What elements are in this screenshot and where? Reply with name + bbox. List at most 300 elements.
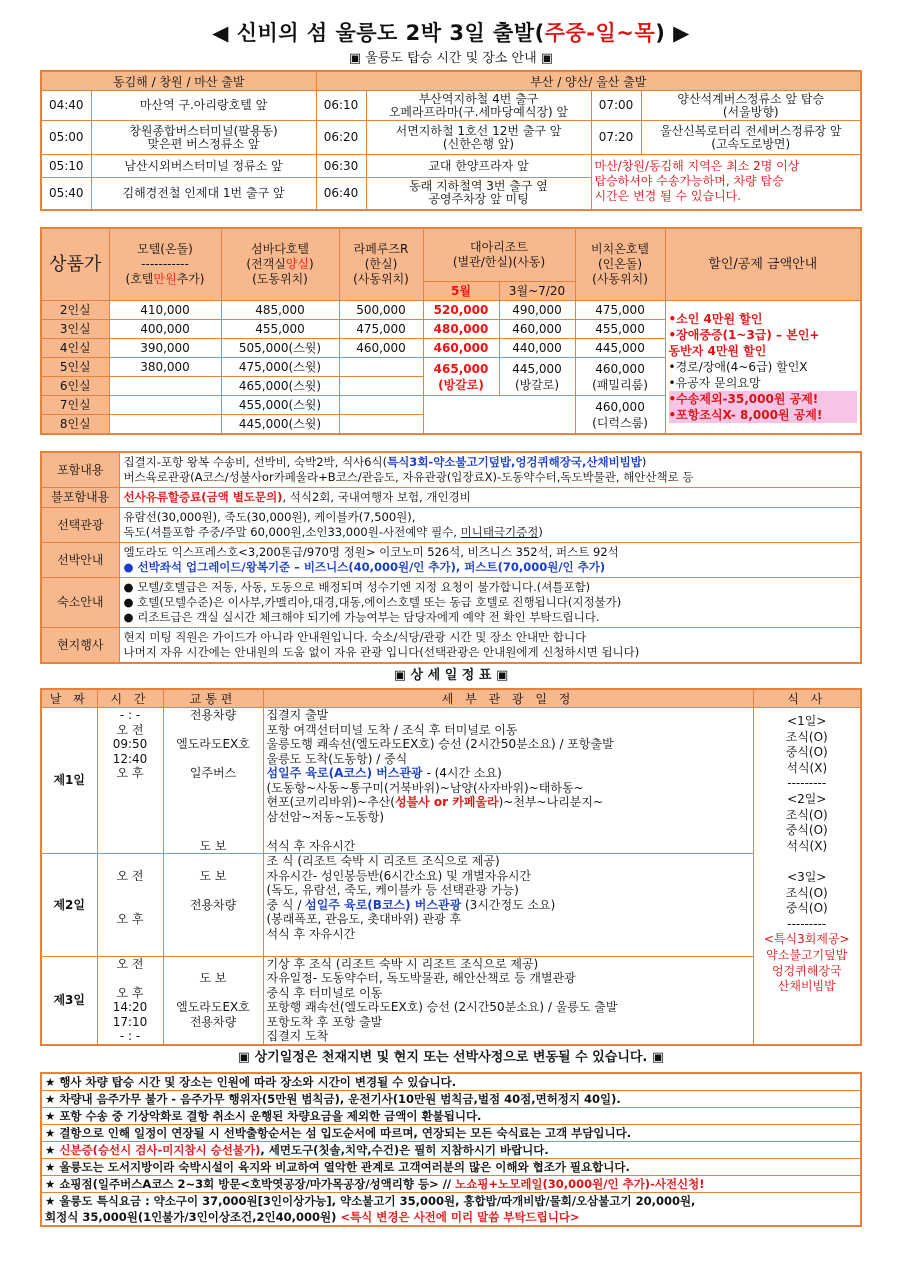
note-row	[41, 1175, 861, 1192]
transport-line	[167, 854, 260, 869]
seaside-price: 505,000(스윗)	[221, 339, 339, 358]
time-line	[101, 854, 160, 869]
text-segment: 울릉도 도착(도동항) / 중식	[266, 751, 408, 766]
transport-line	[167, 927, 260, 942]
meal-line: 중식(O)	[785, 745, 828, 760]
room-type: 7인실	[41, 396, 109, 415]
time-column	[97, 708, 163, 854]
note-text	[41, 1090, 861, 1107]
text-segment: 현지 미팅 직원은 가이드가 아니라 안내원입니다. 숙소/식당/관광 시간 및 장소 안내만 합니다	[123, 630, 587, 644]
departure-time: 06:20	[316, 121, 366, 155]
room-type: 4인실	[41, 339, 109, 358]
info-content	[119, 452, 861, 488]
transport-column	[163, 708, 263, 854]
schedule-header: 식 사	[753, 689, 861, 708]
info-line	[124, 510, 857, 525]
bichion-price: 455,000	[575, 320, 665, 339]
note-row	[41, 1090, 861, 1107]
text-segment: 집결지 도착	[266, 1029, 329, 1043]
departure-place: 김해경전철 인제대 1번 출구 앞	[91, 178, 316, 210]
detail-line	[267, 898, 750, 913]
text-segment: )	[641, 455, 647, 469]
schedule-header: 날 짜	[41, 689, 97, 708]
schedule-day-row	[41, 956, 861, 1045]
detail-line	[267, 839, 750, 854]
transport-line	[167, 883, 260, 898]
notes-table	[40, 1072, 862, 1227]
time-line: 09:50	[112, 737, 148, 751]
meal-line: <2일>	[787, 791, 827, 806]
text-segment: (3시간정도 소요)	[461, 897, 556, 912]
time-line	[101, 927, 160, 942]
text-segment: 중 식 /	[266, 897, 306, 912]
detail-line	[267, 957, 750, 972]
info-line	[124, 580, 857, 595]
room-type: 6인실	[41, 377, 109, 396]
info-row	[41, 543, 861, 578]
detail-line	[267, 781, 750, 796]
laperuz-price	[339, 377, 423, 396]
detail-line	[267, 1015, 750, 1030]
text-segment: 현포(코끼리바위)~추산(	[266, 795, 395, 809]
discount-header: 할인/공제 금액안내	[665, 228, 861, 301]
departure-place: 동래 지하철역 3번 출구 옆 공영주차장 앞 미팅	[366, 178, 591, 210]
text-segment: ★ 결항으로 인해 일정이 연장될 시 선박출항순서는 섬 입도순서에 따르며, 연장되는 모든 숙식료는 고객 부담입니다.	[45, 1125, 632, 1140]
time-line: 오 전	[116, 956, 144, 971]
text-segment: 섬일주 육로(B코스) 버스관광	[305, 897, 462, 912]
price-row	[41, 301, 861, 320]
daea-range-price: 490,000	[499, 301, 575, 320]
text-segment: 노쇼핑+노모레일(30,000원/인 추가)-사전신청!	[455, 1176, 705, 1191]
meal-line: <3일>	[787, 869, 827, 884]
departure-time: 05:10	[41, 155, 91, 178]
text-segment: , 석식2회, 국내여행자 보험, 개인경비	[282, 490, 471, 504]
text-segment: 석식 후 자유시간	[266, 838, 356, 853]
info-line	[124, 455, 857, 470]
info-line	[124, 470, 857, 485]
text-segment: ★ 울릉도 특식요금 : 약소구이 37,000원[3인이상가능], 약소불고기 35,000원, 홍합밥/따개비밥/물회/오삼불고기 20,000원,	[45, 1193, 696, 1208]
discount-item: •수송제외-35,000원 공제!	[669, 391, 857, 407]
room-type: 2인실	[41, 301, 109, 320]
departure-row	[41, 121, 861, 155]
detail-line	[267, 752, 750, 767]
note-text	[41, 1073, 861, 1091]
discount-item: 동반자 4만원 할인	[668, 344, 767, 358]
transport-line: 전용차량	[189, 708, 237, 722]
departure-place: 창원종합버스터미널(팔용동) 맞은편 버스정류소 앞	[91, 121, 316, 155]
change-notice: ▣ 상기일정은 천재지변 및 현지 또는 선박사정으로 변동될 수 있습니다. ▣	[237, 1049, 665, 1065]
note-text	[41, 1192, 861, 1209]
text-segment: )~천부~나리분지~	[498, 795, 604, 809]
info-content	[119, 543, 861, 578]
text-segment: ★	[45, 1142, 60, 1157]
text-segment: ★ 차량내 음주가무 불가 - 음주가무 행위자(5만원 범칙금), 운전기사(10만원 범칙금,벌점 40점,면허정지 40일).	[45, 1091, 621, 1106]
laperuz-price	[339, 396, 423, 415]
daea-may-header: 5월	[423, 282, 499, 301]
time-line	[101, 941, 160, 956]
info-row	[41, 488, 861, 508]
note-row	[41, 1141, 861, 1158]
transport-line	[167, 957, 260, 972]
daea-may-price: 520,000	[423, 301, 499, 320]
time-line: 오 후	[116, 766, 144, 780]
schedule-day-row	[41, 708, 861, 854]
time-line	[101, 795, 160, 810]
text-segment: 석식 후 자유시간	[266, 926, 356, 941]
discount-item: •장애중증(1~3급) – 본인+	[668, 328, 820, 342]
text-segment: 포항행 쾌속선(엘도라도EX호) 승선 (2시간50분소요) / 울릉도 출발	[266, 1000, 618, 1014]
transport-line: 도 보	[199, 971, 227, 985]
departure-place: 부산역지하철 4번 출구 오페라프라마(구.세마당예식장) 앞	[366, 91, 591, 121]
meal-line: 조식(O)	[785, 729, 828, 744]
note-row	[41, 1158, 861, 1175]
transport-line: 도 보	[199, 868, 227, 883]
transport-line	[167, 1029, 260, 1044]
transport-column	[163, 956, 263, 1045]
empty-cell	[423, 396, 575, 435]
info-row	[41, 628, 861, 664]
text-segment: 집결지-포항 왕복 수송비, 선박비, 숙박2박, 식사6식(	[123, 455, 388, 469]
departure-place: 서면지하철 1호선 12번 출구 앞 (신한은행 앞)	[366, 121, 591, 155]
detail-line	[267, 766, 750, 781]
time-line	[101, 971, 160, 986]
info-label: 포함내용	[41, 452, 119, 488]
note-row	[41, 1107, 861, 1124]
day-label: 제1일	[41, 708, 97, 854]
time-line	[101, 883, 160, 898]
departure-time: 07:20	[591, 121, 641, 155]
departure-place: 남산시외버스터미널 정류소 앞	[91, 155, 316, 178]
price-table	[40, 227, 862, 436]
info-row	[41, 508, 861, 543]
transport-line: 도 보	[199, 838, 227, 853]
meal-line: 약소불고기덮밥	[766, 947, 848, 962]
seaside-header: 섬바다호텔 (전객실양실) (도동위치)	[221, 228, 339, 301]
text-segment: 섬일주 육로(A코스) 버스관광	[266, 766, 423, 780]
departure-time: 05:40	[41, 178, 91, 210]
page-title: ◀ 신비의 섬 울릉도 2박 3일 출발(주중-일~목) ▶	[212, 21, 690, 45]
text-segment: ★ 포항 수송 중 기상악화로 결항 취소시 운행된 차량요금을 제외한 금액이 환불됩니다.	[45, 1108, 482, 1123]
text-segment: 미니태극기증정	[460, 525, 539, 539]
detail-line	[267, 927, 750, 942]
transport-line	[167, 810, 260, 825]
seaside-price: 485,000	[221, 301, 339, 320]
time-column	[97, 854, 163, 957]
info-line	[124, 490, 857, 505]
detail-line	[267, 971, 750, 986]
detail-column	[263, 956, 753, 1045]
note-text	[41, 1124, 861, 1141]
room-type: 5인실	[41, 358, 109, 377]
departure-place: 양산석계버스정류소 앞 탑승 (서울방향)	[641, 91, 861, 121]
laperuz-header: 라페루즈R (한실) (사동위치)	[339, 228, 423, 301]
discount-item: •포항조식X- 8,000원 공제!	[669, 407, 857, 423]
time-line: 오 전	[116, 868, 144, 883]
detail-line	[267, 912, 750, 927]
motel-price	[109, 377, 221, 396]
info-content	[119, 508, 861, 543]
text-segment: )	[538, 525, 543, 539]
discount-item: •경로/장애(4~6급) 할인X	[668, 360, 808, 374]
text-segment: ● 선박좌석 업그레이드/왕복기준 – 비즈니스(40,000원/인 추가), 퍼스트(70,000원/인 추가)	[123, 560, 606, 574]
detail-line	[267, 854, 750, 869]
meal-column	[753, 708, 861, 1045]
motel-price: 410,000	[109, 301, 221, 320]
motel-price	[109, 396, 221, 415]
motel-price: 380,000	[109, 358, 221, 377]
transport-line	[167, 824, 260, 839]
info-line	[124, 595, 857, 610]
meal-line: 엉겅퀴해장국	[771, 963, 842, 978]
info-content	[119, 578, 861, 628]
note-text	[41, 1209, 861, 1226]
time-line: 14:20	[112, 1000, 148, 1014]
departure-table	[40, 70, 862, 211]
transport-line	[167, 795, 260, 810]
daea-range-price: 445,000 (방갈로)	[499, 358, 575, 396]
daea-header: 대아리조트 (별관/한실)(사동)	[423, 228, 575, 282]
time-line: 오 후	[116, 985, 144, 1000]
meal-line: 석식(X)	[786, 838, 828, 853]
seaside-price: 455,000	[221, 320, 339, 339]
boarding-subtitle: ▣ 울릉도 탑승 시간 및 장소 안내 ▣	[348, 51, 554, 66]
info-table	[40, 451, 862, 664]
info-label: 현지행사	[41, 628, 119, 664]
laperuz-price: 500,000	[339, 301, 423, 320]
info-label: 숙소안내	[41, 578, 119, 628]
departure-header-right: 부산 / 양산/ 울산 출발	[316, 71, 861, 91]
departure-time: 06:10	[316, 91, 366, 121]
text-segment: 조 식 (리조트 숙박 시 리조트 조식으로 제공)	[266, 854, 500, 868]
info-line	[124, 610, 857, 625]
meal-line: 조식(O)	[785, 807, 828, 822]
text-segment: (봉래폭포, 관음도, 촛대바위) 관광 후	[266, 912, 462, 926]
transport-line: 일주버스	[189, 766, 237, 780]
day-label: 제2일	[41, 854, 97, 957]
detail-line	[267, 1000, 750, 1015]
departure-time: 05:00	[41, 121, 91, 155]
text-segment: 회정식 35,000원(1인불가/3인이상조건,2인40,000원)	[45, 1209, 341, 1224]
time-line: - : -	[119, 708, 141, 722]
text-segment: 특식3회-약소불고기덮밥,엉겅퀴해장국,산채비빔밥	[387, 455, 642, 469]
motel-price: 390,000	[109, 339, 221, 358]
bichion-price: 445,000	[575, 339, 665, 358]
meal-line: 석식(X)	[786, 760, 828, 775]
text-segment: ● 모텔/호텔급은 저동, 사동, 도동으로 배정되며 성수기엔 지정 요청이 불가합니다.(셔틀포함)	[123, 580, 591, 594]
text-segment: (도동항~사동~통구미(거북바위)~남양(사자바위)~태하동~	[266, 780, 584, 795]
departure-place: 울산신복로터리 전세버스정류장 앞 (고속도로방면)	[641, 121, 861, 155]
page	[40, 18, 862, 1227]
info-content	[119, 488, 861, 508]
price-label-header: 상품가	[41, 228, 109, 301]
meal-line: 중식(O)	[785, 823, 828, 838]
schedule-day-row	[41, 854, 861, 957]
meal-line: 조식(O)	[785, 885, 828, 900]
detail-line	[267, 723, 750, 738]
departure-place: 마산역 구.아리랑호텔 앞	[91, 91, 316, 121]
text-segment: 독도(셔틀포함 주중/주말 60,000원,소인33,000원-사전예약 필수,	[123, 525, 461, 539]
transport-line: 엘도라도EX호	[176, 1000, 250, 1014]
info-row	[41, 452, 861, 488]
detail-line	[267, 824, 750, 839]
transport-line: 전용차량	[189, 897, 237, 912]
laperuz-price: 475,000	[339, 320, 423, 339]
departure-row	[41, 155, 861, 178]
departure-time: 06:40	[316, 178, 366, 210]
text-segment: 집결지 출발	[266, 708, 329, 722]
note-row	[41, 1124, 861, 1141]
detail-line	[267, 1029, 750, 1044]
text-segment: 유람선(30,000원), 죽도(30,000원), 케이블카(7,500원),	[123, 510, 416, 524]
transport-line	[167, 986, 260, 1001]
detail-line	[267, 883, 750, 898]
daea-range-price: 440,000	[499, 339, 575, 358]
text-segment: 삼선암~저동~도동항)	[266, 809, 385, 824]
text-segment: 자유시간- 성인봉등반(6시간소요) 및 개별자유시간	[266, 868, 532, 883]
motel-price	[109, 415, 221, 435]
transport-line: 전용차량	[189, 1014, 237, 1029]
info-label: 선택관광	[41, 508, 119, 543]
schedule-header: 교통편	[163, 689, 263, 708]
detail-column	[263, 708, 753, 854]
laperuz-price: 460,000	[339, 339, 423, 358]
schedule-table	[40, 688, 862, 1046]
text-segment: 자유일정- 도동약수터, 독도박물관, 해안산책로 등 개별관광	[266, 971, 576, 985]
info-row	[41, 578, 861, 628]
text-segment: 포항도착 후 포항 출발	[266, 1014, 383, 1029]
info-line	[124, 645, 857, 660]
text-segment: ● 리조트급은 객실 실시간 체크해야 되기에 가능여부는 담당자에게 예약 전 확인 부탁드립니다.	[123, 610, 600, 624]
schedule-header: 세 부 관 광 일 정	[263, 689, 753, 708]
text-segment: 포항 여객선터미널 도착 / 조식 후 터미널로 이동	[266, 722, 518, 737]
departure-note: 마산/창원/동김해 지역은 최소 2명 이상 탑승하셔야 수송가능하며, 차량 탑승 시간은 변경 될 수 있습니다.	[591, 155, 861, 210]
transport-line: 엘도라도EX호	[176, 737, 250, 751]
daea-may-price: 460,000	[423, 339, 499, 358]
schedule-header: 시 간	[97, 689, 163, 708]
text-segment: ● 호텔(모텔수준)은 이사부,카멜리아,대경,대동,에이스호텔 또는 동급 호텔로 진행됩니다(지정불가)	[123, 595, 622, 609]
note-text	[41, 1158, 861, 1175]
info-line	[124, 545, 857, 560]
info-line	[124, 560, 857, 575]
text-segment: <특식 변경은 사전에 미리 말씀 부탁드립니다>	[340, 1209, 580, 1224]
text-segment: ★ 쇼핑점(일주버스A코스 2~3회 방문<호박엿공장/마가목공장/성액리향 등> //	[45, 1176, 456, 1191]
time-line: 오 전	[116, 722, 144, 737]
text-segment: 선사유류할증료(금액 별도문의)	[123, 490, 283, 504]
info-label: 불포함내용	[41, 488, 119, 508]
meal-line: ---------	[787, 916, 827, 931]
bichion-price: 460,000 (패밀리룸)	[575, 358, 665, 396]
info-label: 선박안내	[41, 543, 119, 578]
time-line: 오 후	[116, 912, 144, 926]
note-row	[41, 1073, 861, 1091]
motel-header: 모텔(온돌) ----------- (호텔만원추가)	[109, 228, 221, 301]
transport-line	[167, 941, 260, 956]
discount-list	[665, 301, 861, 435]
departure-time: 06:30	[316, 155, 366, 178]
info-line	[124, 525, 857, 540]
transport-line	[167, 781, 260, 796]
departure-row	[41, 91, 861, 121]
meal-line: <1일>	[787, 714, 827, 728]
daea-may-price: 480,000	[423, 320, 499, 339]
daea-range-header: 3월~7/20	[499, 282, 575, 301]
departure-header-left: 동김해 / 창원 / 마산 출발	[41, 71, 316, 91]
text-segment: , 세면도구(칫솔,치약,수건)은 필히 지참하시기 바랍니다.	[260, 1142, 549, 1157]
transport-line	[167, 912, 260, 927]
departure-place: 교대 한양프라자 앞	[366, 155, 591, 178]
detail-column	[263, 854, 753, 957]
meal-line: <특식3회제공>	[763, 932, 850, 947]
time-line	[101, 781, 160, 796]
meal-line: ---------	[787, 776, 827, 791]
daea-range-price: 460,000	[499, 320, 575, 339]
text-segment: ★ 행사 차량 탑승 시간 및 장소는 인원에 따라 장소와 시간이 변경될 수 있습니다.	[45, 1074, 457, 1089]
seaside-price: 465,000(스윗)	[221, 377, 339, 396]
detail-line	[267, 810, 750, 825]
text-segment: 기상 후 조식 (리조트 숙박 시 리조트 조식으로 제공)	[266, 956, 539, 971]
meal-line: 중식(O)	[785, 901, 828, 916]
detail-line	[267, 986, 750, 1001]
time-line: 12:40	[112, 751, 148, 766]
time-line	[101, 839, 160, 854]
time-line: - : -	[119, 1029, 141, 1043]
note-text	[41, 1141, 861, 1158]
transport-line	[167, 752, 260, 767]
discount-item: •소인 4만원 할인	[668, 312, 763, 326]
seaside-price: 475,000(스윗)	[221, 358, 339, 377]
text-segment: 나머지 자유 시간에는 안내원의 도움 없이 자유 관광 입니다(선택관광은 안내원에게 신청하시면 됩니다)	[123, 645, 640, 659]
time-line	[101, 824, 160, 839]
text-segment: (독도, 유람선, 죽도, 케이블카 등 선택관광 가능)	[266, 883, 519, 897]
transport-line	[167, 723, 260, 738]
text-segment: 성불사 or 카페울라	[394, 795, 499, 809]
note-row	[41, 1209, 861, 1226]
transport-column	[163, 854, 263, 957]
discount-item: •유공자 문의요망	[668, 376, 761, 390]
time-column	[97, 956, 163, 1045]
detail-line	[267, 708, 750, 723]
motel-price: 400,000	[109, 320, 221, 339]
departure-time: 07:00	[591, 91, 641, 121]
bichion-header: 비치온호텔 (인온돌) (사동위치)	[575, 228, 665, 301]
text-segment: 울릉도행 쾌속선(엘도라도EX호) 승선 (2시간50분소요) / 포항출발	[266, 737, 614, 751]
text-segment: ★ 울릉도는 도서지방이라 숙박시설이 육지와 비교하여 열악한 관계로 고객여러분의 많은 이해와 협조가 필요합니다.	[45, 1159, 630, 1174]
seaside-price: 445,000(스윗)	[221, 415, 339, 435]
info-content	[119, 628, 861, 664]
info-line	[124, 630, 857, 645]
meal-line	[757, 854, 858, 870]
text-segment: 중식 후 터미널로 이동	[266, 985, 383, 1000]
schedule-title: ▣ 상 세 일 정 표 ▣	[393, 668, 509, 683]
time-line: 17:10	[112, 1014, 148, 1029]
note-text	[41, 1107, 861, 1124]
note-row	[41, 1192, 861, 1209]
text-segment: 신분증(승선시 검사-미지참시 승선불가)	[59, 1142, 261, 1157]
day-label: 제3일	[41, 956, 97, 1045]
room-type: 8인실	[41, 415, 109, 435]
room-type: 3인실	[41, 320, 109, 339]
detail-line	[267, 795, 750, 810]
seaside-price: 455,000(스윗)	[221, 396, 339, 415]
daea-may-price: 465,000 (방갈로)	[423, 358, 499, 396]
time-line	[101, 898, 160, 913]
meal-line: 산채비빔밥	[777, 979, 836, 994]
text-segment: 엘도라도 익스프레스호<3,200톤급/970명 정원> 이코노미 526석, 비즈니스 352석, 퍼스트 92석	[123, 545, 619, 559]
bichion-price: 460,000 (디럭스룸)	[575, 396, 665, 435]
laperuz-price	[339, 415, 423, 435]
note-text	[41, 1175, 861, 1192]
departure-time: 04:40	[41, 91, 91, 121]
